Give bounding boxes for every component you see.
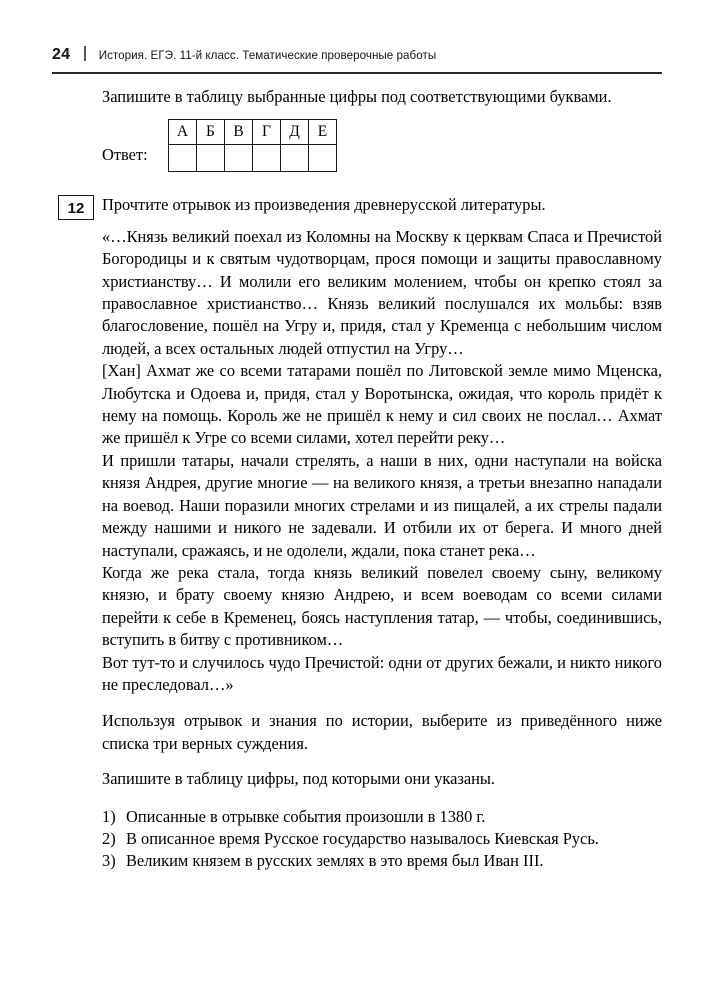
answer-table-input-cell[interactable] — [169, 145, 197, 172]
task-write-instruction: Запишите в таблицу цифры, под которыми они указаны. — [102, 769, 496, 789]
statement-text: В описанное время Русское государство называлось Киевская Русь. — [126, 828, 599, 848]
quote-paragraph: «…Князь великий поехал из Коломны на Москву к церквам Спаса и Пречистой Богородицы и к святым чудотворцам, прося помощи и защиты православному христианству… И молили его великим молением, чтобы он крепко стоял за православное христианство… Князь великий послушался их мольбы: взяв благословение, пошёл на Угру и, придя, стал у Кременца с небольшим числом людей, а всех остальных людей отпустил на Угру… — [102, 226, 662, 358]
page-header — [52, 44, 662, 64]
answer-table-header-cell: Б — [197, 120, 225, 145]
task-write-instruction-block — [102, 768, 662, 790]
answer-table-header-cell: Г — [253, 120, 281, 145]
answer-table-header-cell: А — [169, 120, 197, 145]
answer-table-input-cell[interactable] — [225, 145, 253, 172]
answer-table-header-row — [169, 120, 337, 145]
quoted-passage — [102, 226, 662, 697]
answer-table-header-cell: В — [225, 120, 253, 145]
answer-table-input-cell[interactable] — [197, 145, 225, 172]
header-divider — [52, 72, 662, 74]
statement-marker: 3) — [102, 851, 116, 871]
answer-table-input-cell[interactable] — [309, 145, 337, 172]
page-number: 24 — [52, 46, 71, 63]
task-prompt: Прочтите отрывок из произведения древнерусской литературы. — [102, 195, 546, 215]
task-block — [67, 194, 662, 872]
list-item[interactable] — [102, 850, 662, 872]
task-directions — [102, 710, 662, 755]
answer-table-input-cell[interactable] — [253, 145, 281, 172]
statement-marker: 2) — [102, 828, 116, 848]
statement-text: Великим князем в русских землях в это время был Иван III. — [126, 851, 544, 871]
quote-paragraph: И пришли татары, начали стрелять, а наши в них, одни наступали на войска князя Андрея, другие многие — на великого князя, а третьи внезапно нападали на воевод. Наши поразили многих стрелами и из пищалей, а их стрелы падали между нашими и никого не задевали. И отбили их от берега. И много дней наступали, сражаясь, и не одолели, ждали, пока станет река… — [102, 450, 662, 560]
answer-row — [102, 119, 662, 172]
list-item[interactable] — [102, 806, 662, 828]
intro-instruction: Запишите в таблицу выбранные цифры под соответствующими буквами. — [102, 87, 612, 106]
header-title: История. ЕГЭ. 11-й класс. Тематические проверочные работы — [98, 49, 437, 62]
header-separator-rule — [84, 46, 86, 61]
answer-table-header-cell: Е — [309, 120, 337, 145]
quote-paragraph: Когда же река стала, тогда князь великий повелел своему сыну, великому князю, и брату своему князю Андрею, и всем воеводам со всеми силами перейти к себе в Кременец, боясь наступления татар, — чтобы, соединившись, вступить в битву с противником… — [102, 562, 662, 650]
answer-table-header-cell: Д — [281, 120, 309, 145]
list-item[interactable] — [102, 828, 662, 850]
answer-table — [168, 119, 337, 172]
task-direction-select: Используя отрывок и знания по истории, выберите из приведённого ниже списка три верных суждения. — [102, 711, 662, 753]
task-number-box: 12 — [58, 195, 94, 220]
page-content — [67, 86, 662, 873]
answer-table-input-row — [169, 145, 337, 172]
statement-marker: 1) — [102, 806, 116, 826]
answer-table-input-cell[interactable] — [281, 145, 309, 172]
answer-label: Ответ: — [102, 145, 148, 165]
quote-paragraph: [Хан] Ахмат же со всеми татарами пошёл по Литовской земле мимо Мценска, Любутска и Одоева и, придя, стал у Воротынска, ожидая, что король придёт к нему на помощь. Король же не пришёл к нему и сил своих не послал… Ахмат же пришёл к Угре со всеми силами, хотел перейти реку… — [102, 361, 662, 448]
statement-text: Описанные в отрывке события произошли в 1380 г. — [126, 806, 486, 826]
statement-list — [102, 806, 662, 873]
quote-paragraph: Вот тут-то и случилось чудо Пречистой: одни от других бежали, и никто никого не преследовал…» — [102, 652, 662, 694]
